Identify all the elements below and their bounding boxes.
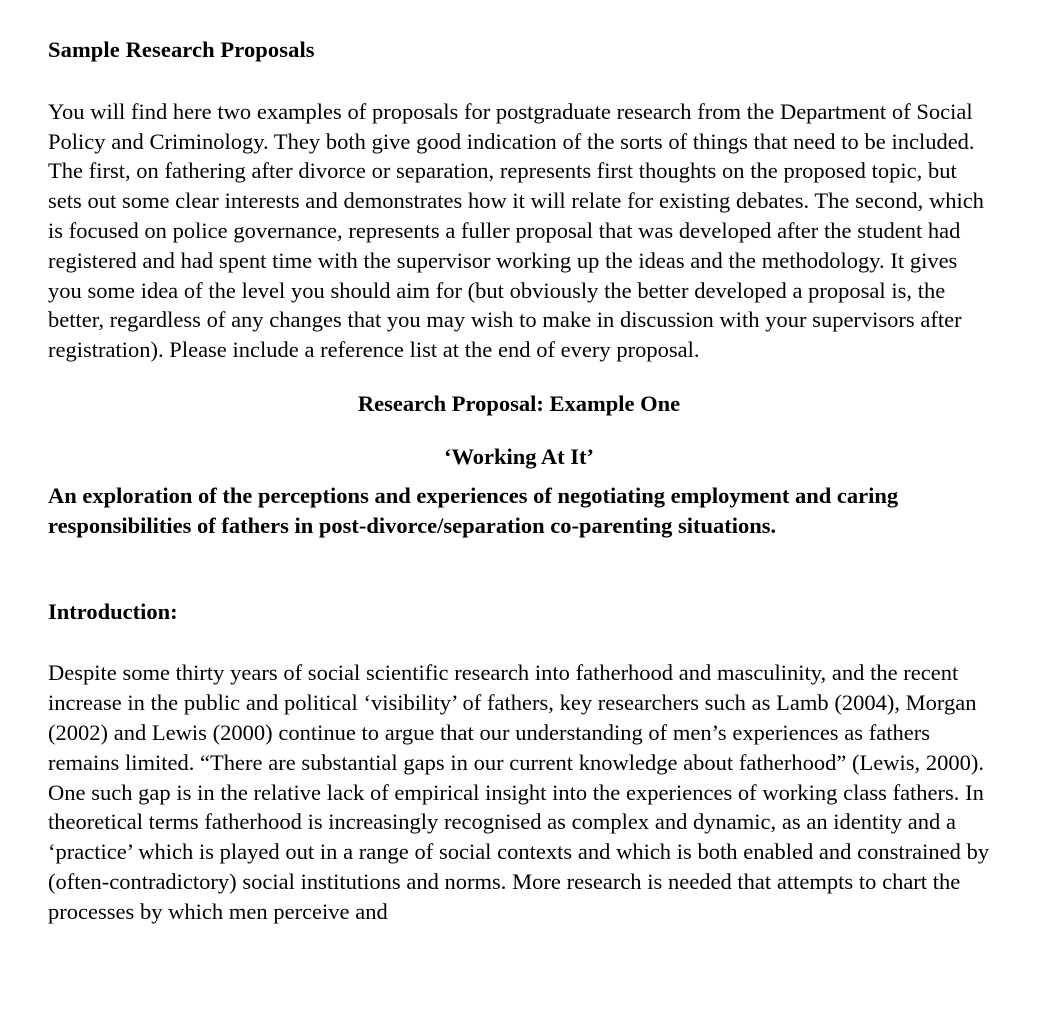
intro-paragraph: You will find here two examples of proposals for postgraduate research from the Department of Social Policy and Criminology. They both give good indication of the sorts of things that need to be included. The first, on fathering after divorce or separation, represents first thoughts on the proposed topic, but sets out some clear interests and demonstrates how it will relate for existing debates. The second, which is focused on police governance, represents a fuller proposal that was developed after the student had registered and had spent time with the supervisor working up the ideas and the methodology. It gives you some idea of the level you should aim for (but obviously the better developed a proposal is, the better, regardless of any changes that you may wish to make in discussion with your supervisors after registration). Please include a reference list at the end of every proposal. [48,98,984,363]
proposal-short-title: ‘Working At It’ [443,444,594,470]
spacer [48,541,990,573]
proposal-full-title: An exploration of the perceptions and experiences of negotiating employment and caring responsibilities of fathers in post-divorce/separation co-parenting situations. [48,483,899,539]
spacer [48,626,990,658]
introduction-heading: Introduction: [48,599,178,625]
introduction-paragraph: Despite some thirty years of social scientific research into fatherhood and masculinity, and the recent increase in the public and political ‘visibility’ of fathers, key researchers such as Lamb (2004), Morgan (2002) and Lewis (2000) continue to argue that our understanding of men’s experiences as fathers remains limited. “There are substantial gaps in our current knowledge about fatherhood” (Lewis, 2000). One such gap is in the relative lack of empirical insight into the experiences of working class fathers. In theoretical terms fatherhood is increasingly recognised as complex and dynamic, as an identity and a ‘practice’ which is played out in a range of social contexts and which is both enabled and constrained by (often-contradictory) social institutions and norms. More research is needed that attempts to chart the processes by which men perceive and [48,660,990,924]
spacer [48,65,990,97]
spacer [48,471,990,481]
spacer [48,418,990,442]
page-title: Sample Research Proposals [48,37,315,62]
spacer [48,365,990,389]
proposal-example-heading: Research Proposal: Example One [357,390,681,416]
spacer [48,573,990,597]
